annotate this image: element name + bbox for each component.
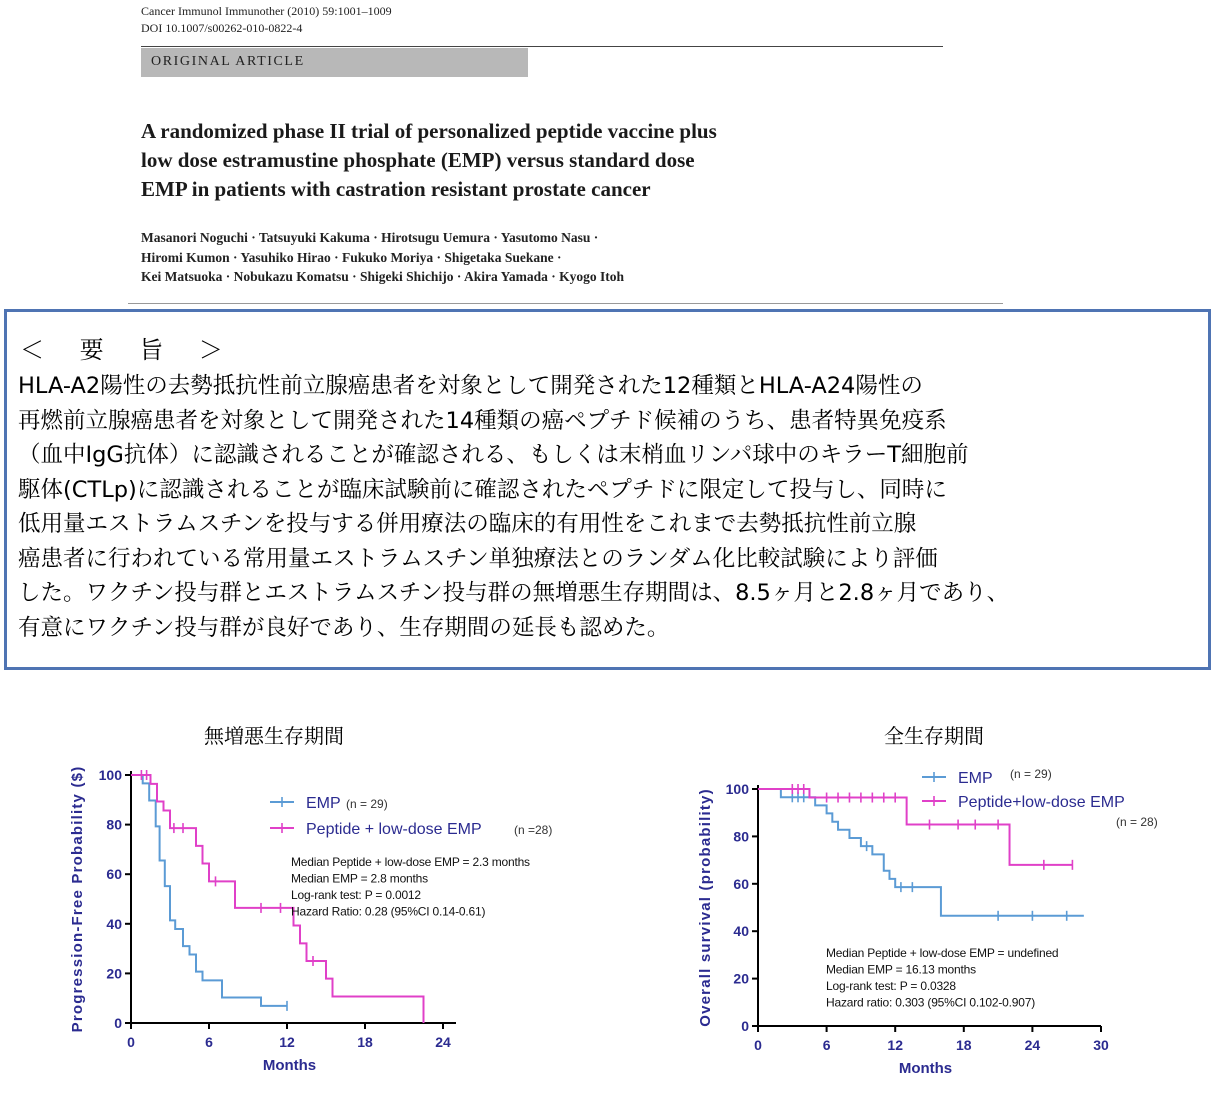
km-curve-emp bbox=[131, 775, 287, 1006]
title-line: EMP in patients with castration resistant prostate cancer bbox=[141, 177, 651, 201]
summary-line: （血中IgG抗体）に認識されることが確認される、もしくは末梢血リンパ球中のキラーT細胞前 bbox=[18, 442, 969, 468]
y-tick-label: 0 bbox=[114, 1015, 122, 1031]
summary-heading: ＜ 要 旨 ＞ bbox=[20, 336, 237, 364]
x-tick-label: 6 bbox=[822, 1037, 831, 1053]
y-axis-label: Overall survival (probability) bbox=[697, 788, 714, 1027]
summary-body bbox=[18, 369, 1203, 645]
y-tick-label: 80 bbox=[106, 816, 122, 833]
y-tick-label: 40 bbox=[733, 923, 749, 940]
x-tick-label: 30 bbox=[1093, 1037, 1109, 1053]
x-tick-label: 18 bbox=[956, 1037, 972, 1053]
y-tick-label: 60 bbox=[106, 866, 122, 883]
y-tick-label: 20 bbox=[733, 970, 749, 987]
journal-citation: Cancer Immunol Immunother (2010) 59:1001–1009 bbox=[141, 4, 392, 18]
summary-line: 有意にワクチン投与群が良好であり、生存期間の延長も認めた。 bbox=[18, 614, 670, 641]
x-axis-label: Months bbox=[898, 1060, 953, 1077]
legend-label: EMP bbox=[958, 770, 993, 787]
x-axis-label: Months bbox=[262, 1057, 317, 1074]
title-line: low dose estramustine phosphate (EMP) versus standard dose bbox=[141, 148, 695, 172]
stat-annotation: Median EMP = 16.13 months bbox=[826, 962, 976, 977]
legend-label: EMP bbox=[306, 795, 341, 812]
x-tick-label: 24 bbox=[1024, 1037, 1041, 1053]
stat-annotation: Hazard ratio: 0.303 (95%CI 0.102-0.907) bbox=[826, 995, 1035, 1010]
y-axis-label: Progression-Free Probability ($) bbox=[69, 765, 86, 1033]
stat-annotation: Log-rank test: P = 0.0012 bbox=[291, 888, 421, 902]
legend-n: (n = 29) bbox=[1010, 767, 1052, 781]
pfs-chart bbox=[0, 740, 600, 1090]
stat-annotation: Median Peptide + low-dose EMP = 2.3 months bbox=[291, 855, 530, 869]
x-tick-label: 24 bbox=[435, 1034, 451, 1050]
author-list bbox=[141, 228, 901, 287]
author-line: Hiromi Kumon · Yasuhiko Hirao · Fukuko Moriya · Shigetaka Suekane · bbox=[141, 249, 562, 265]
x-tick-label: 0 bbox=[127, 1034, 135, 1050]
y-tick-label: 100 bbox=[725, 781, 749, 797]
header-rule bbox=[141, 46, 943, 47]
legend-label: Peptide+low-dose EMP bbox=[958, 794, 1125, 811]
paper-title bbox=[141, 117, 901, 204]
x-tick-label: 12 bbox=[279, 1034, 295, 1050]
summary-line: HLA-A2陽性の去勢抵抗性前立腺癌患者を対象として開発された12種類とHLA-A24陽性の bbox=[18, 373, 923, 399]
y-tick-label: 60 bbox=[733, 875, 749, 892]
legend-n: (n = 28) bbox=[1116, 815, 1158, 829]
summary-line: 駆体(CTLp)に認識されることが臨床試験前に確認されたペプチドに限定して投与し、同時に bbox=[18, 476, 947, 503]
x-tick-label: 6 bbox=[205, 1034, 213, 1050]
y-tick-label: 20 bbox=[106, 965, 122, 982]
stat-annotation: Log-rank test: P = 0.0328 bbox=[826, 979, 956, 993]
section-label: ORIGINAL ARTICLE bbox=[151, 54, 305, 69]
x-tick-label: 18 bbox=[357, 1034, 373, 1050]
pfs-chart-title: 無増悪生存期間 bbox=[204, 724, 344, 748]
author-line: Masanori Noguchi · Tatsuyuki Kakuma · Hirotsugu Uemura · Yasutomo Nasu · bbox=[141, 230, 599, 245]
y-tick-label: 0 bbox=[741, 1018, 749, 1034]
summary-line: 癌患者に行われている常用量エストラムスチン単独療法とのランダム化比較試験により評価 bbox=[18, 545, 938, 572]
stat-annotation: Median Peptide + low-dose EMP = undefined bbox=[826, 946, 1059, 960]
summary-line: 再燃前立腺癌患者を対象として開発された14種類の癌ペプチド候補のうち、患者特異免疫系 bbox=[18, 407, 947, 434]
legend-label: Peptide + low-dose EMP bbox=[306, 821, 482, 838]
x-tick-label: 12 bbox=[887, 1037, 903, 1053]
stat-annotation: Hazard Ratio: 0.28 (95%CI 0.14-0.61) bbox=[291, 904, 486, 919]
legend-n: (n = 29) bbox=[346, 797, 388, 811]
title-line: A randomized phase II trial of personalized peptide vaccine plus bbox=[141, 119, 717, 143]
x-tick-label: 0 bbox=[754, 1037, 762, 1053]
author-line: Kei Matsuoka · Nobukazu Komatsu · Shigeki Shichijo · Akira Yamada · Kyogo Itoh bbox=[141, 269, 624, 284]
y-tick-label: 40 bbox=[106, 915, 122, 932]
summary-line: した。ワクチン投与群とエストラムスチン投与群の無増悪生存期間は、8.5ヶ月と2.8ヶ月であり、 bbox=[18, 580, 1010, 606]
y-tick-label: 100 bbox=[98, 767, 122, 783]
legend-n: (n =28) bbox=[514, 823, 553, 837]
doi: DOI 10.1007/s00262-010-0822-4 bbox=[141, 21, 303, 35]
os-chart bbox=[600, 740, 1219, 1090]
os-chart-title: 全生存期間 bbox=[884, 724, 984, 748]
summary-line: 低用量エストラムスチンを投与する併用療法の臨床的有用性をこれまで去勢抵抗性前立腺 bbox=[18, 511, 917, 537]
authors-rule bbox=[128, 303, 1003, 304]
y-tick-label: 80 bbox=[733, 828, 749, 845]
stat-annotation: Median EMP = 2.8 months bbox=[291, 871, 428, 886]
